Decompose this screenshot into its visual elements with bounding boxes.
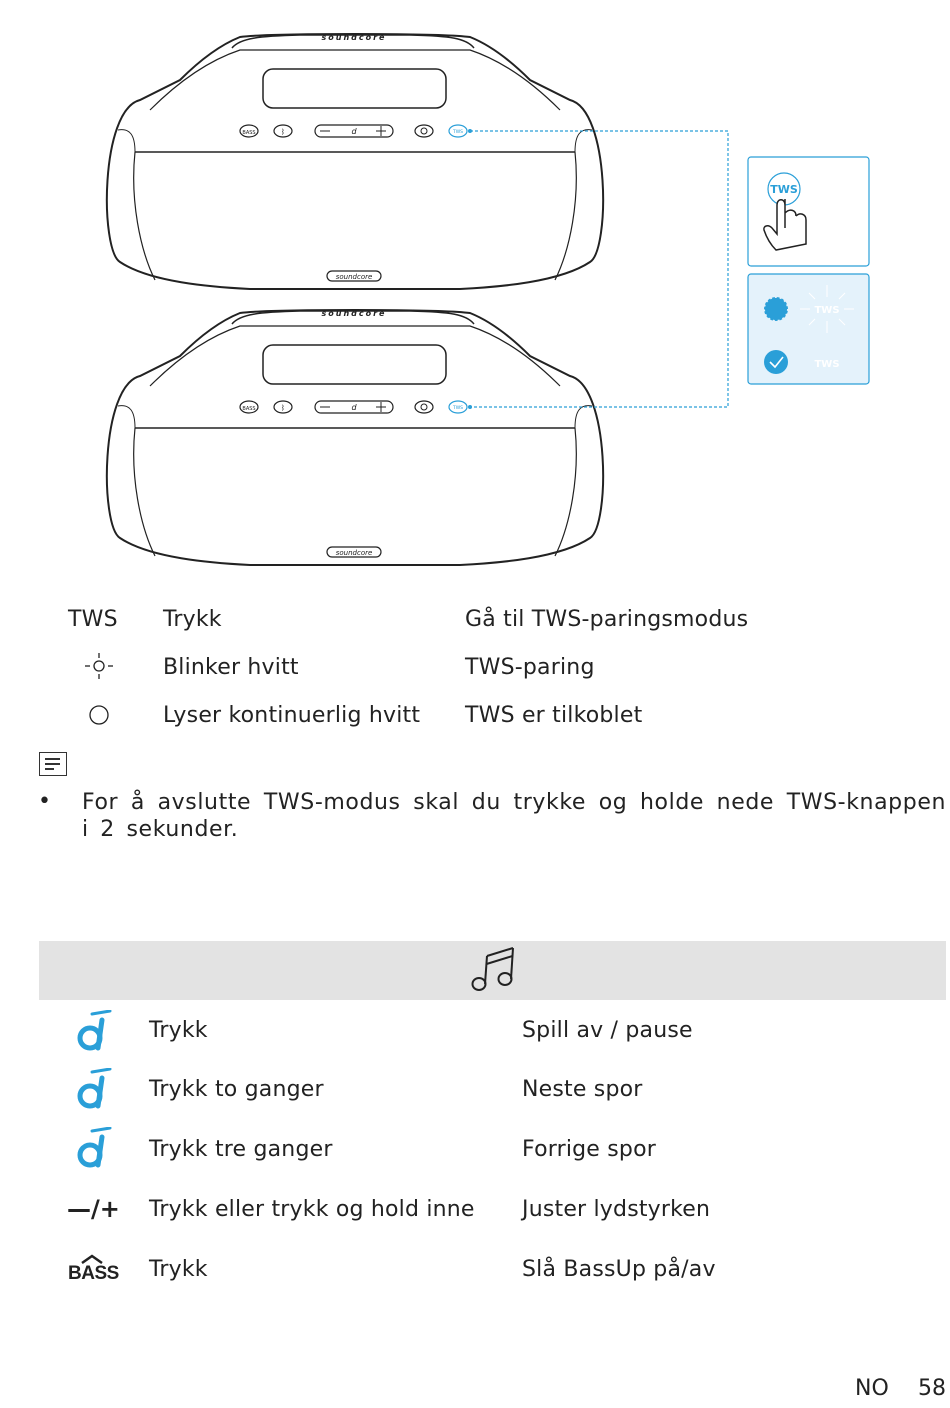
- music-row-3-result: Forrige spor: [522, 1137, 656, 1162]
- tws-row-2-action: Blinker hvitt: [163, 655, 299, 680]
- music-note-icon: [471, 946, 515, 994]
- svg-text:TWS: TWS: [770, 183, 798, 196]
- solid-light-icon: [88, 704, 110, 726]
- music-row-1-result: Spill av / pause: [522, 1018, 693, 1043]
- footer-language: NO: [855, 1376, 889, 1401]
- tws-row-3-action: Lyser kontinuerlig hvitt: [163, 703, 421, 728]
- play-pause-logo-icon: [74, 1010, 114, 1052]
- music-row-2-result: Neste spor: [522, 1077, 643, 1102]
- music-row-5-action: Trykk: [149, 1257, 208, 1282]
- tws-row-3-result: TWS er tilkoblet: [465, 703, 643, 728]
- blinking-light-icon: [84, 652, 114, 680]
- music-row-2-action: Trykk to ganger: [149, 1077, 324, 1102]
- music-row-4-result: Juster lydstyrken: [522, 1197, 711, 1222]
- bass-icon: [68, 1254, 119, 1286]
- music-row-1-action: Trykk: [149, 1018, 208, 1043]
- svg-text:TWS: TWS: [814, 305, 840, 316]
- note-text: For å avslutte TWS-modus skal du trykke og holde nede TWS-knappen i 2 sekunder.: [82, 790, 946, 842]
- play-pause-logo-icon: [74, 1127, 114, 1169]
- music-row-3-action: Trykk tre ganger: [149, 1137, 333, 1162]
- volume-minus-plus-icon: —/+: [67, 1195, 120, 1223]
- tws-row-1-action: Trykk: [163, 607, 222, 632]
- bass-icon-label: BASS: [68, 1263, 119, 1284]
- speaker-illustration: [0, 0, 950, 590]
- tws-row-2-result: TWS-paring: [465, 655, 595, 680]
- tws-row-1-result: Gå til TWS-paringsmodus: [465, 607, 749, 632]
- tws-label-icon: TWS: [68, 607, 118, 632]
- speaker-top: [107, 33, 603, 289]
- music-row-5-result: Slå BassUp på/av: [522, 1257, 716, 1282]
- note-icon: [39, 752, 67, 776]
- play-pause-logo-icon: [74, 1068, 114, 1110]
- footer-page-number: 58: [918, 1376, 946, 1401]
- bullet-point: •: [38, 789, 51, 814]
- svg-text:TWS: TWS: [814, 359, 840, 370]
- speaker-bottom: [107, 309, 603, 565]
- music-row-4-action: Trykk eller trykk og hold inne: [149, 1197, 475, 1222]
